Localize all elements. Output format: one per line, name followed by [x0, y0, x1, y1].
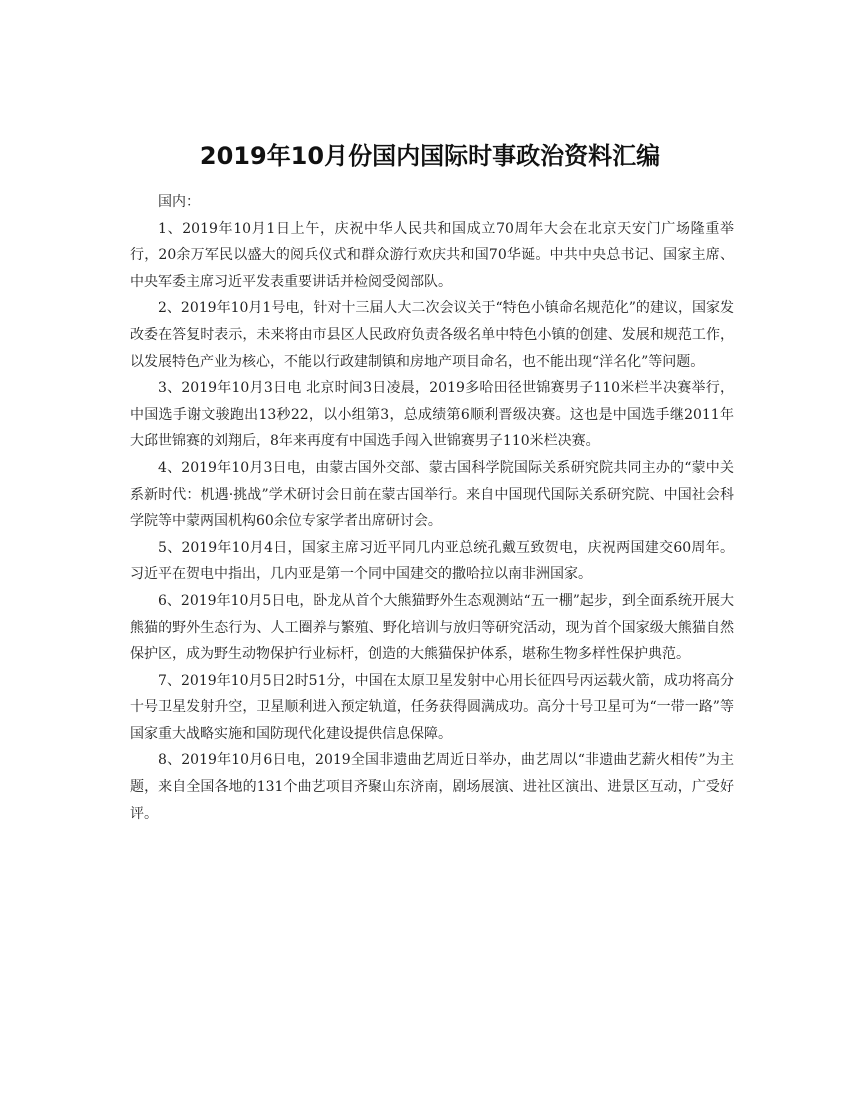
document-body [130, 189, 734, 827]
news-paragraph-2: 2、2019年10月1号电，针对十三届人大二次会议关于“特色小镇命名规范化”的建议，国家发改委在答复时表示，未来将由市县区人民政府负责各级名单中特色小镇的创建、发展和规范工作，以发展特色产业为核心，不能以行政建制镇和房地产项目命名，也不能出现“洋名化”等问题。 [130, 300, 734, 370]
news-paragraph-7: 7、2019年10月5日2时51分，中国在太原卫星发射中心用长征四号丙运载火箭，成功将高分十号卫星发射升空，卫星顺利进入预定轨道，任务获得圆满成功。高分十号卫星可为“一带一路”等国家重大战略实施和国防现代化建设提供信息保障。 [130, 672, 734, 742]
news-paragraph-6: 6、2019年10月5日电，卧龙从首个大熊猫野外生态观测站“五一棚”起步，到全面系统开展大熊猫的野外生态行为、人工圈养与繁殖、野化培训与放归等研究活动，现为首个国家级大熊猫自然保护区，成为野生动物保护行业标杆，创造的大熊猫保护体系，堪称生物多样性保护典范。 [130, 592, 734, 663]
news-paragraph-5: 5、2019年10月4日，国家主席习近平同几内亚总统孔戴互致贺电，庆祝两国建交60周年。习近平在贺电中指出，几内亚是第一个同中国建交的撒哈拉以南非洲国家。 [130, 539, 734, 583]
document-title: 2019年10月份国内国际时事政治资料汇编 [199, 142, 661, 170]
news-paragraph-3: 3、2019年10月3日电 北京时间3日凌晨，2019多哈田径世锦赛男子110米栏半决赛举行，中国选手谢文骏跑出13秒22，以小组第3，总成绩第6顺利晋级决赛。这也是中国选手继2011年大邱世锦赛的刘翔后，8年来再度有中国选手闯入世锦赛男子110米栏决赛。 [130, 380, 734, 450]
news-paragraph-8: 8、2019年10月6日电，2019全国非遗曲艺周近日举办，曲艺周以“非遗曲艺薪火相传”为主题，来自全国各地的131个曲艺项目齐聚山东济南，剧场展演、进社区演出、进景区互动，广受好评。 [130, 752, 734, 822]
news-paragraph-1: 1、2019年10月1日上午，庆祝中华人民共和国成立70周年大会在北京天安门广场隆重举行，20余万军民以盛大的阅兵仪式和群众游行欢庆共和国70华诞。中共中央总书记、国家主席、中央军委主席习近平发表重要讲话并检阅受阅部队。 [130, 220, 734, 290]
section-label-domestic: 国内： [158, 194, 200, 210]
news-paragraph-4: 4、2019年10月3日电，由蒙古国外交部、蒙古国科学院国际关系研究院共同主办的“蒙中关系新时代：机遇·挑战”学术研讨会日前在蒙古国举行。来自中国现代国际关系研究院、中国社会科学院等中蒙两国机构60余位专家学者出席研讨会。 [130, 459, 734, 530]
